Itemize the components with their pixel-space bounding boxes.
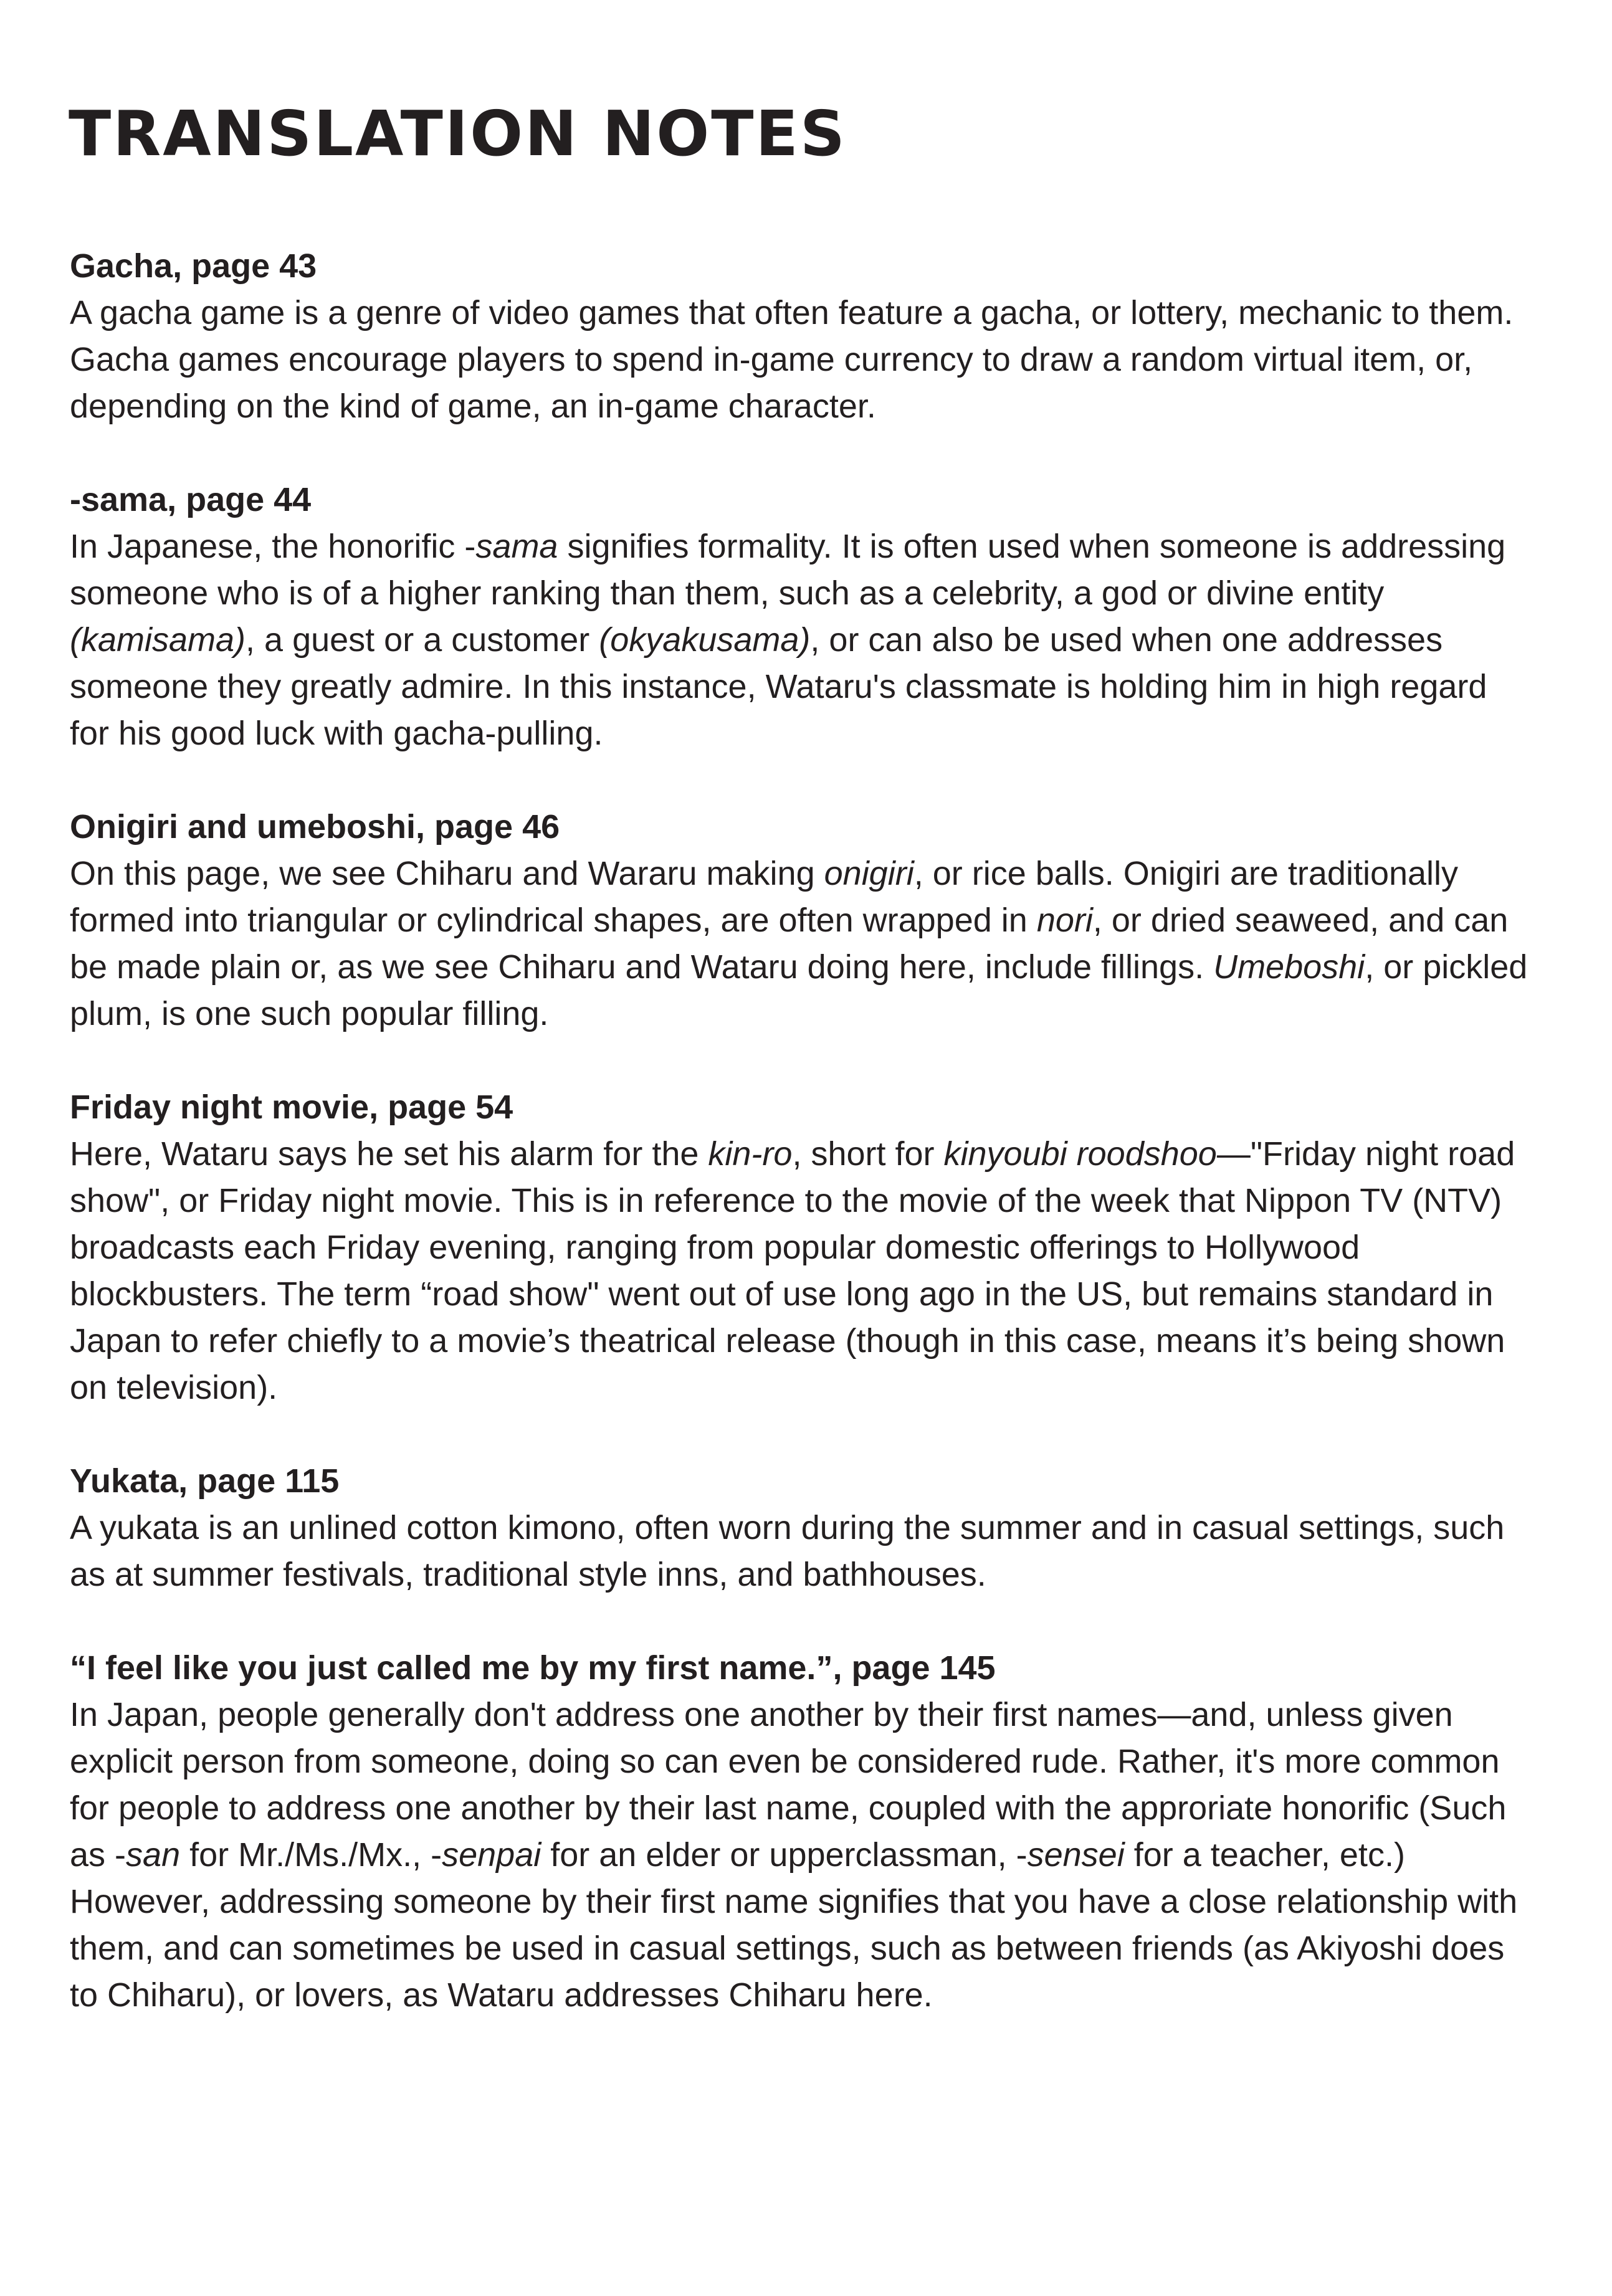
italic-term: (kamisama) [70,621,246,659]
note-heading: Onigiri and umeboshi, page 46 [70,808,560,846]
note [70,1645,1528,2019]
italic-term: nori [1036,902,1093,939]
body-text: , or dried seaweed, and can be made plain or, as we see Chiharu and Wataru doing here, include fillings. [70,902,1509,986]
italic-term: Umeboshi [1213,948,1365,986]
italic-term: (okyakusama) [599,621,811,659]
note-body [70,1692,1528,2019]
body-text: A yukata is an unlined cotton kimono, often worn during the summer and in casual settings, such as at summer festivals, traditional style inns, and bathhouses. [70,1509,1505,1593]
page-title: TRANSLATION NOTES [69,97,847,170]
note [70,243,1528,430]
note-heading: “I feel like you just called me by my first name.”, page 145 [70,1649,996,1687]
note-body [70,290,1528,430]
italic-term: kin-ro [708,1135,793,1173]
body-text: for an elder or upperclassman, - [541,1836,1028,1874]
note [70,1084,1528,1411]
note-body [70,850,1528,1037]
note [70,1458,1528,1598]
note-heading: Gacha, page 43 [70,247,317,285]
body-text: , or rice balls. Onigiri are traditionally formed into triangular or cylindrical shapes, are often wrapped in [70,855,1459,939]
note [70,804,1528,1037]
note-body [70,1131,1528,1411]
body-text: , or can also be used when one addresses someone they greatly admire. In this instance, Wataru's classmate is holding him in high regard for his good luck with gacha-pulling. [70,621,1487,752]
note-body [70,523,1528,757]
italic-term: kinyoubi roodshoo [943,1135,1217,1173]
italic-term: sama [475,528,558,565]
note-heading: Yukata, page 115 [70,1462,340,1500]
body-text: , a guest or a customer [246,621,599,659]
body-text: for a teacher, etc.) However, addressing someone by their first name signifies that you have a close relationship with them, and can sometimes be used in casual settings, such as between friends (as Akiyoshi does to Chiharu), or lovers, as Wataru addresses Chiharu here. [70,1836,1518,2014]
notes-list [70,243,1528,2065]
body-text: , short for [792,1135,944,1173]
italic-term: senpai [442,1836,541,1874]
body-text: A gacha game is a genre of video games that often feature a gacha, or lottery, mechanic to them. Gacha games encourage players to spend in-game currency to draw a random virtual item, or, depending on the kind of game, an in-game character. [70,294,1514,425]
body-text: —"Friday night road show", or Friday night movie. This is in reference to the movie of the week that Nippon TV (NTV) broadcasts each Friday evening, ranging from popular domestic offerings to Hollywood blockbusters. The term “road show" went out of use long ago in the US, but remains standard in Japan to refer chiefly to a movie’s theatrical release (though in this case, means it’s being shown on television). [70,1135,1515,1406]
body-text: , or pickled plum, is one such popular filling. [70,948,1528,1032]
note-heading: Friday night movie, page 54 [70,1088,513,1126]
body-text: for Mr./Ms./Mx., - [180,1836,442,1874]
italic-term: onigiri [824,855,914,892]
note [70,477,1528,757]
body-text: In Japanese, the honorific - [70,528,476,565]
note-body [70,1505,1528,1598]
italic-term: san [126,1836,181,1874]
body-text: On this page, we see Chiharu and Wararu making [70,855,824,892]
body-text: Here, Wataru says he set his alarm for the [70,1135,708,1173]
body-text: signifies formality. It is often used when someone is addressing someone who is of a higher ranking than them, such as a celebrity, a god or divine entity [70,528,1506,612]
note-heading: -sama, page 44 [70,481,312,518]
italic-term: sensei [1027,1836,1125,1874]
body-text: In Japan, people generally don't address one another by their first names—and, unless given explicit person from someone, doing so can even be considered rude. Rather, it's more common for people to address one another by their last name, coupled with the approriate honorific (Such as - [70,1696,1507,1874]
